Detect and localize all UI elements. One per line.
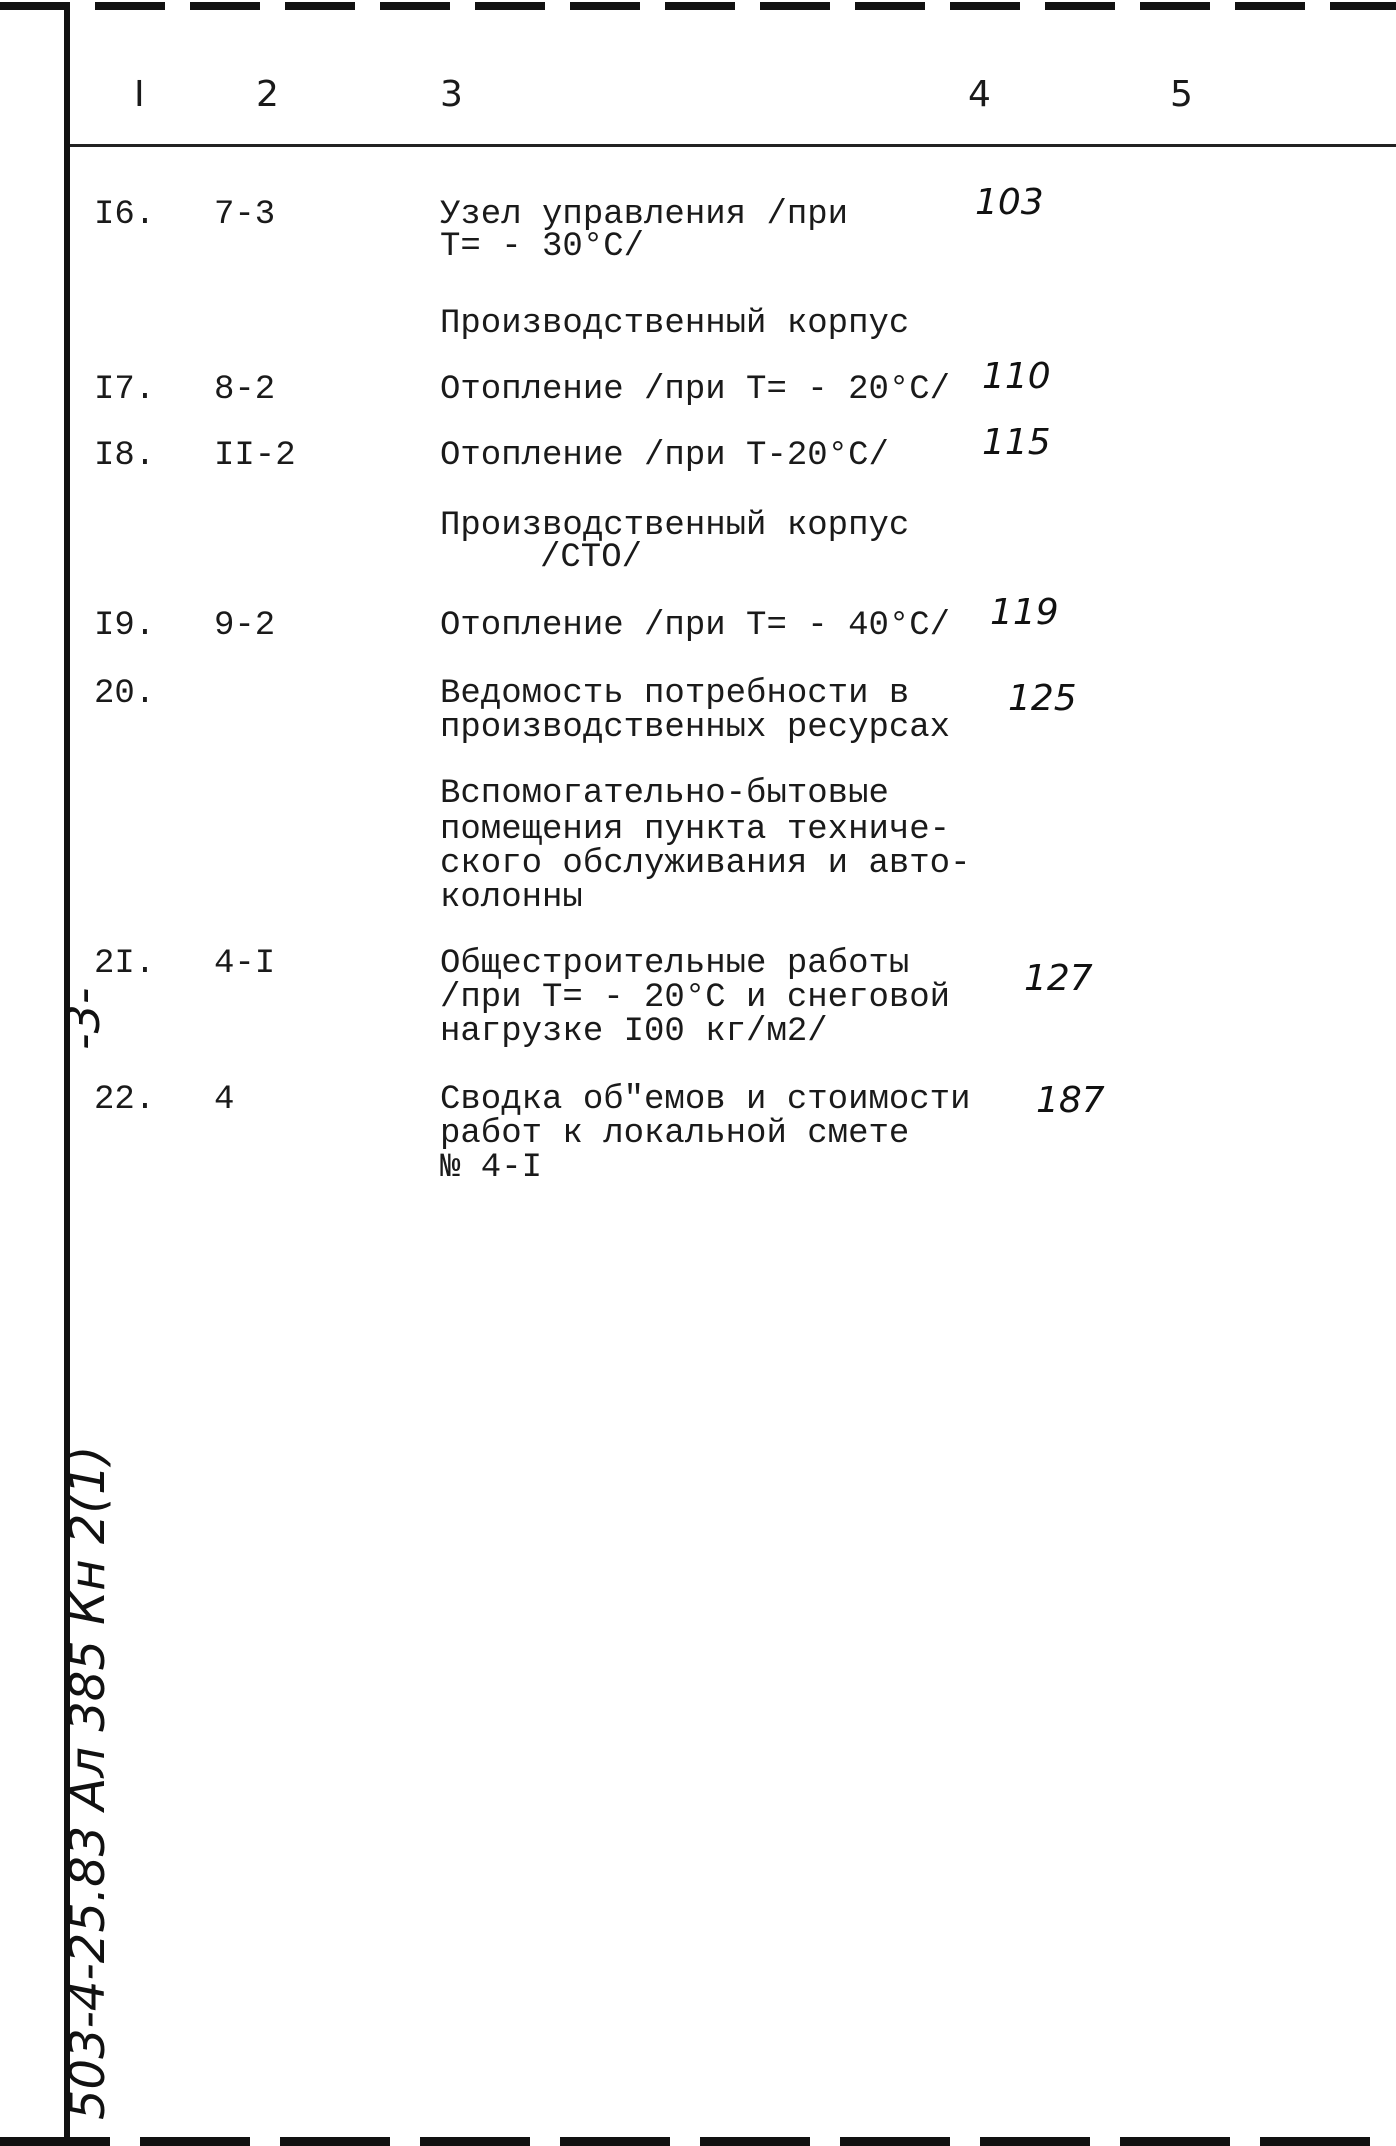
section-heading: Вспомогательно-бытовые [440, 775, 889, 813]
margin-page-number: -3- [56, 987, 110, 1050]
section-heading: ского обслуживания и авто- [440, 845, 971, 883]
column-header-1: I [134, 74, 145, 115]
header-rule [70, 144, 1396, 147]
handwritten-page-number: 110 [982, 356, 1051, 397]
row-code: II-2 [214, 437, 296, 475]
column-header-3: 3 [440, 74, 463, 115]
handwritten-page-number: 127 [1024, 958, 1093, 999]
column-header-5: 5 [1170, 74, 1193, 115]
row-name-line: производственных ресурсах [440, 709, 951, 747]
row-code: 4 [214, 1081, 235, 1119]
column-header-4: 4 [968, 74, 991, 115]
row-number: I8. [94, 437, 156, 475]
row-name-line: нагрузке I00 кг/м2/ [440, 1013, 828, 1051]
row-number: I6. [94, 196, 156, 234]
row-number: I7. [94, 371, 156, 409]
row-name-line: Отопление /при T= - 20°C/ [440, 371, 951, 409]
row-name-line: Отопление /при T-20°C/ [440, 437, 889, 475]
row-code: 9-2 [214, 607, 276, 645]
top-dashed-border [0, 2, 1396, 10]
section-heading-sub: /СТО/ [540, 539, 643, 577]
handwritten-page-number: 103 [975, 182, 1044, 223]
row-name-line: T= - 30°C/ [440, 228, 645, 266]
handwritten-page-number: 125 [1008, 678, 1077, 719]
handwritten-page-number: 115 [982, 422, 1051, 463]
row-number: I9. [94, 607, 156, 645]
row-name-line: /при T= - 20°C и снеговой [440, 979, 951, 1017]
section-heading: колонны [440, 879, 583, 917]
handwritten-page-number: 119 [990, 592, 1059, 633]
row-name-line: Сводка об"емов и стоимости [440, 1081, 971, 1119]
column-header-2: 2 [256, 74, 279, 115]
row-name-line: № 4-I [440, 1149, 543, 1187]
row-name-line: работ к локальной смете [440, 1115, 910, 1153]
row-code: 8-2 [214, 371, 276, 409]
section-heading: помещения пункта техниче- [440, 811, 951, 849]
row-number: 2I. [94, 945, 156, 983]
row-name-line: Ведомость потребности в [440, 675, 910, 713]
row-name-line: Отопление /при T= - 40°C/ [440, 607, 951, 645]
row-number: 22. [94, 1081, 156, 1119]
section-heading: Производственный корпус [440, 305, 910, 343]
section-heading: Производственный корпус [440, 507, 910, 545]
row-code: 4-I [214, 945, 276, 983]
row-code: 7-3 [214, 196, 276, 234]
row-name-line: Общестроительные работы [440, 945, 910, 983]
margin-document-code: 503-4-25.83 Ал 385 Кн 2(1) [60, 1445, 116, 2120]
row-name-line: Узел управления /при [440, 196, 849, 234]
handwritten-page-number: 187 [1036, 1080, 1105, 1121]
bottom-dashed-border [0, 2137, 1396, 2146]
row-number: 20. [94, 675, 156, 713]
